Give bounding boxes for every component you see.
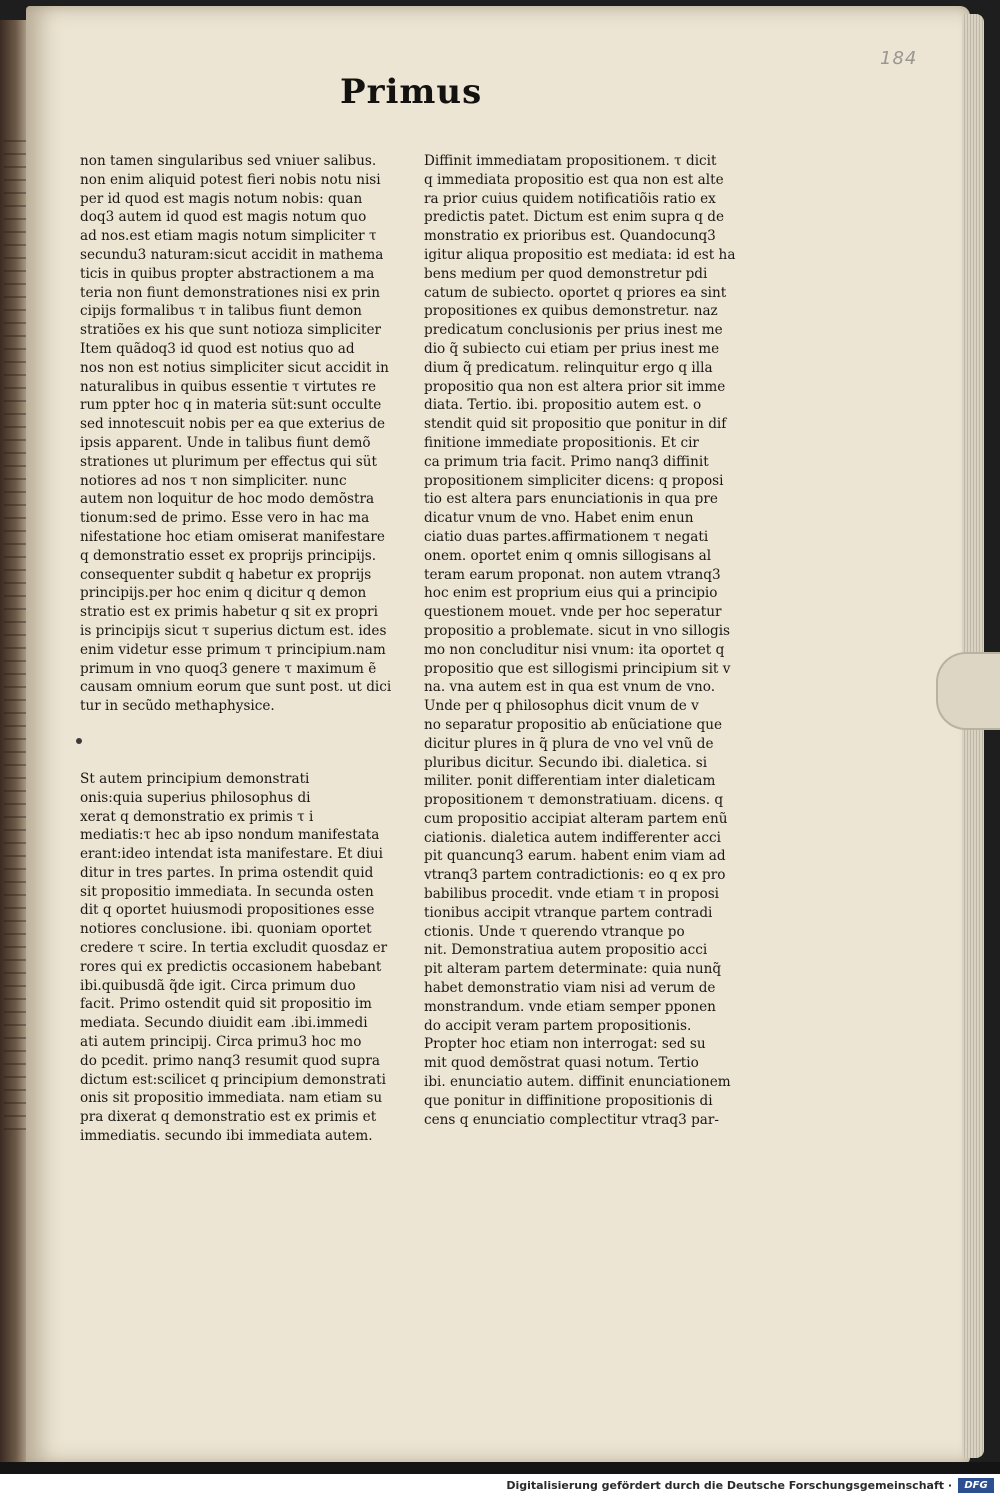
text-line: naturalibus in quibus essentie τ virtutes re — [80, 378, 377, 395]
text-line: primum in vno quoq3 genere τ maximum ẽ — [80, 660, 377, 677]
text-line: nifestatione hoc etiam omiserat manifestare — [80, 528, 385, 545]
text-line: autem non loquitur de hoc modo demõstra — [80, 491, 375, 508]
text-line: mit quod demõstrat quasi notum. Tertio — [424, 1055, 699, 1072]
text-line: immediatis. secundo ibi immediata autem. — [80, 1128, 373, 1145]
text-line: militer. ponit differentiam inter dialeticam — [424, 773, 716, 790]
paragraph-gap — [80, 716, 400, 770]
text-line: questionem mouet. vnde per hoc seperatur — [424, 604, 722, 621]
text-line: ad nos.est etiam magis notum simpliciter τ — [80, 228, 377, 245]
text-line: do pcedit. primo nanq3 resumit quod supra — [80, 1052, 380, 1069]
text-line: no separatur propositio ab enũciatione que — [424, 716, 723, 733]
text-line: ra prior cuius quidem notificatiõis ratio ex — [424, 190, 716, 207]
funding-credit: Digitalisierung gefördert durch die Deutsche Forschungsgemeinschaft · — [506, 1479, 952, 1492]
text-line: mo non concluditur nisi vnum: ita oportet q — [424, 641, 725, 658]
text-line: propositio que est sillogismi principium sit v — [424, 660, 731, 677]
text-line: teria non fiunt demonstrationes nisi ex prin — [80, 284, 380, 301]
text-line: tio est altera pars enunciationis in qua pre — [424, 491, 718, 508]
text-line: finitione immediate propositionis. Et cir — [424, 434, 699, 451]
text-line: diata. Tertio. ibi. propositio autem est. o — [424, 397, 702, 414]
folio-number: 184 — [880, 48, 918, 69]
text-line: ctionis. Unde τ querendo vtranque po — [424, 923, 685, 940]
text-line: igitur aliqua propositio est mediata: id est ha — [424, 246, 736, 263]
text-line: consequenter subdit q habetur ex proprijs — [80, 566, 372, 583]
text-line: Diffinit immediatam propositionem. τ dicit — [424, 153, 717, 169]
text-line: stratiões ex his que sunt notioza simpliciter — [80, 322, 382, 339]
right-column — [424, 152, 744, 1129]
text-line: sed innotescuit nobis per ea que exterius de — [80, 416, 386, 433]
text-line: pluribus dicitur. Secundo ibi. dialetica. si — [424, 754, 708, 771]
text-line: principijs.per hoc enim q dicitur q demon — [80, 585, 367, 602]
text-line: pit alteram partem determinate: quia nunq̃ — [424, 961, 722, 978]
text-line: dio q̃ subiecto cui etiam per prius inest me — [424, 340, 720, 357]
dfg-logo[interactable]: DFG — [958, 1478, 994, 1493]
text-line: predicatum conclusionis per prius inest me — [424, 322, 723, 339]
text-line: tionibus accipit vtranque partem contradi — [424, 904, 713, 921]
text-line: propositiones ex quibus demonstretur. naz — [424, 303, 718, 320]
text-line: Item quãdoq3 id quod est notius quo ad — [80, 340, 355, 357]
ink-dot — [76, 738, 82, 744]
left-column-paragraph-1 — [80, 152, 400, 716]
text-line: onis:quia superius philosophus di — [80, 789, 311, 806]
right-column-paragraph — [424, 152, 744, 1129]
text-line: ciationis. dialetica autem indifferenter acci — [424, 829, 721, 846]
left-column-paragraph-2 — [80, 770, 400, 1146]
text-line: propositio a problemate. sicut in vno sillogis — [424, 622, 731, 639]
text-line: credere τ scire. In tertia excludit quosdaz er — [80, 940, 388, 957]
text-line: hoc enim est proprium eius qui a principio — [424, 585, 718, 602]
text-line: dit q oportet huiusmodi propositiones esse — [80, 902, 375, 919]
text-line: Unde per q philosophus dicit vnum de v — [424, 698, 699, 715]
left-column — [80, 152, 400, 1146]
text-line: ibi.quibusdã q̃de igit. Circa primum duo — [80, 977, 356, 994]
text-line: mediata. Secundo diuidit eam .ibi.immedi — [80, 1015, 368, 1032]
scan-shadow — [0, 1462, 1000, 1474]
text-line: do accipit veram partem propositionis. — [424, 1017, 692, 1034]
text-line: ciatio duas partes.affirmationem τ negati — [424, 528, 709, 545]
text-line: sit propositio immediata. In secunda osten — [80, 883, 374, 900]
text-line: enim videtur esse primum τ principium.nam — [80, 641, 386, 658]
text-line: pit quancunq3 earum. habent enim viam ad — [424, 848, 726, 865]
text-line: monstrandum. vnde etiam semper pponen — [424, 998, 716, 1015]
text-line: erant:ideo intendat ista manifestare. Et diui — [80, 846, 383, 863]
text-line: vtranq3 partem contradictionis: eo q ex pro — [424, 867, 726, 884]
text-line: non tamen singularibus sed vniuer salibus. — [80, 153, 377, 169]
text-line: facit. Primo ostendit quid sit propositio im — [80, 996, 372, 1013]
text-line: tur in secũdo methaphysice. — [80, 698, 275, 715]
text-line: stratio est ex primis habetur q sit ex propri — [80, 604, 379, 621]
text-line: dictum est:scilicet q principium demonstrati — [80, 1071, 386, 1088]
text-line: bens medium per quod demonstretur pdi — [424, 265, 708, 282]
text-line: propositio qua non est altera prior sit imme — [424, 378, 726, 395]
text-line: cens q enunciatio complectitur vtraq3 par- — [424, 1111, 719, 1128]
text-line: q demonstratio esset ex proprijs principijs. — [80, 547, 377, 564]
text-line: propositionem τ demonstratiuam. dicens. q — [424, 792, 724, 809]
text-line: dium q̃ predicatum. relinquitur ergo q illa — [424, 359, 713, 376]
text-line: na. vna autem est in qua est vnum de vno. — [424, 679, 716, 696]
text-line: cum propositio accipiat alteram partem enũ — [424, 810, 728, 827]
text-line: pra dixerat q demonstratio est ex primis et — [80, 1109, 377, 1126]
text-line: monstratio ex prioribus est. Quandocunq3 — [424, 228, 716, 245]
text-line: nit. Demonstratiua autem propositio acci — [424, 942, 708, 959]
text-line: tionum:sed de primo. Esse vero in hac ma — [80, 510, 370, 527]
text-line: catum de subiecto. oportet q priores ea sint — [424, 284, 727, 301]
text-line: doq3 autem id quod est magis notum quo — [80, 209, 367, 226]
text-line: ati autem principij. Circa primu3 hoc mo — [80, 1034, 362, 1051]
text-line: predictis patet. Dictum est enim supra q de — [424, 209, 725, 226]
running-head: Primus — [340, 72, 483, 112]
text-line: rores qui ex predictis occasionem habebant — [80, 958, 382, 975]
text-line: notiores ad nos τ non simpliciter. nunc — [80, 472, 347, 489]
text-line: secundu3 naturam:sicut accidit in mathema — [80, 246, 384, 263]
text-line: ca primum tria facit. Primo nanq3 diffinit — [424, 453, 709, 470]
text-line: causam omnium eorum que sunt post. ut dici — [80, 679, 392, 696]
text-line: is principijs sicut τ superius dictum est. ides — [80, 622, 387, 639]
text-line: ibi. enunciatio autem. diffinit enunciationem — [424, 1074, 731, 1091]
text-line: notiores conclusione. ibi. quoniam oportet — [80, 921, 372, 938]
text-line: nos non est notius simpliciter sicut accidit in — [80, 359, 389, 376]
text-line: onis sit propositio immediata. nam etiam su — [80, 1090, 383, 1107]
text-line: xerat q demonstratio ex primis τ i — [80, 808, 314, 825]
footer-bar — [0, 1474, 1000, 1499]
text-line: Propter hoc etiam non interrogat: sed su — [424, 1036, 706, 1053]
text-line: propositionem simpliciter dicens: q proposi — [424, 472, 724, 489]
text-line: mediatis:τ hec ab ipso nondum manifestata — [80, 827, 380, 844]
text-line: St autem principium demonstrati — [80, 770, 310, 787]
page-clip — [936, 652, 1000, 730]
text-line: dicatur vnum de vno. Habet enim enun — [424, 510, 694, 527]
text-line: ditur in tres partes. In prima ostendit quid — [80, 864, 374, 881]
text-line: stendit quid sit propositio que ponitur in dif — [424, 416, 727, 433]
text-line: q immediata propositio est qua non est alte — [424, 171, 724, 188]
text-line: teram earum proponat. non autem vtranq3 — [424, 566, 721, 583]
text-line: onem. oportet enim q omnis sillogisans al — [424, 547, 712, 564]
text-line: rum ppter hoc q in materia süt:sunt occulte — [80, 397, 382, 414]
text-line: dicitur plures in q̃ plura de vno vel vnũ de — [424, 735, 714, 752]
text-line: ticis in quibus propter abstractionem a ma — [80, 265, 375, 282]
page-stack-edge — [962, 14, 984, 1458]
text-line: ipsis apparent. Unde in talibus fiunt demõ — [80, 434, 371, 451]
text-line: habet demonstratio viam nisi ad verum de — [424, 980, 716, 997]
text-line: non enim aliquid potest fieri nobis notu nisi — [80, 171, 381, 188]
text-line: babilibus procedit. vnde etiam τ in proposi — [424, 886, 720, 903]
text-line: per id quod est magis notum nobis: quan — [80, 190, 363, 207]
text-line: que ponitur in diffinitione propositionis di — [424, 1092, 713, 1109]
text-line: cipijs formalibus τ in talibus fiunt demon — [80, 303, 362, 320]
text-line: strationes ut plurimum per effectus qui süt — [80, 453, 377, 470]
